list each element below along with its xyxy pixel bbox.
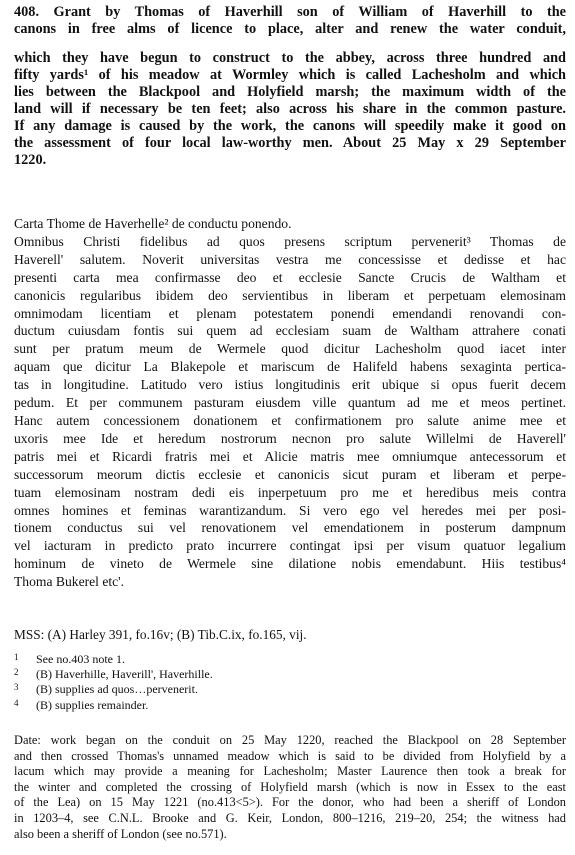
latin-line: patris mei et Ricardi fratris mei et Alicie matris mee omniumque antecessorum et [14, 448, 566, 464]
latin-line: sunt per pratum meum de Wermele quod dicitur Lachesholm quod iacet inter [14, 341, 566, 357]
latin-line: Haverell' salutem. Noverit universitas vestra me concessisse et dedisse et hac [14, 251, 566, 267]
latin-line: Omnibus Christi fidelibus ad quos presens scriptum pervenerit³ Thomas de [14, 233, 566, 249]
latin-text [14, 215, 566, 591]
date-line: the winter and completed the crossing of Holyfield marsh (which is now in Essex to the east [14, 779, 566, 794]
latin-heading: Carta Thome de Haverhelle² de conductu ponendo. [14, 216, 292, 231]
summary-line: which they have begun to construct to the abbey, across three hundred and [14, 50, 566, 66]
summary-line: fifty yards¹ of his meadow at Wormley which is called Lachesholm and which [14, 67, 566, 83]
footnote-text: (B) Haverhille, Haverill', Haverhille. [36, 667, 213, 682]
summary-line: 1220. [14, 152, 47, 168]
footnote-number: 4 [14, 697, 19, 708]
manuscript-sources: MSS: (A) Harley 391, fo.16v; (B) Tib.C.ix, fo.165, vij. [14, 627, 307, 642]
date-line: in 1203–4, see C.N.L. Brooke and G. Keir, London, 800–1216, 219–20, 254; the witness had [14, 810, 566, 825]
latin-line: hominum de vineto de Wermele sine dilatione nobis emendabunt. Hiis testibus⁴ [14, 556, 566, 572]
latin-line: aquam que dicitur La Blakepole et mariscum de Halifeld habens sexaginta pertica- [14, 359, 566, 375]
latin-line: pedum. Et per communem pasturam eiusdem ville quantum ad me et meos pertinet. [14, 395, 566, 411]
footnote-number: 1 [14, 652, 19, 662]
latin-line: tas in longitudine. Latitudo vero istius longitudinis erit ubique si opus fuerit decem [14, 377, 566, 393]
latin-line: omnimodam licentiam et plenam potestatem ponendi emendandi renovandi con- [14, 305, 566, 321]
footnote-text: (B) supplies ad quos…pervenerit. [36, 682, 198, 697]
latin-line: presenti carta mea confirmasse deo et ecclesie Sancte Crucis de Waltham et [14, 269, 566, 285]
footnote [14, 652, 566, 667]
latin-line: tuam elemosinam nostram dedi eis inperpetuum pro me et heredibus meis contra [14, 484, 566, 500]
summary-line: the assessment of four local law-worthy men. About 25 May x 29 September [14, 135, 566, 151]
summary-gap [14, 38, 566, 50]
summary-line: lies between the Blackpool and Holyfield marsh; the maximum width of the [14, 84, 566, 100]
date-line: of the Lea) on 15 May 1221 (no.413<5>). For the donor, who had been a sheriff of London [14, 795, 566, 810]
latin-line: omnes homines et feminas warantizandum. Si vero ego vel heredes mei per posi- [14, 502, 566, 518]
footnote-number: 2 [14, 667, 19, 678]
latin-line: vel iacturam in predicto prato incurrere contingat ipsi per visum quatuor legalium [14, 538, 566, 554]
footnote [14, 698, 566, 713]
date-line: also been a sheriff of London (see no.571). [14, 826, 227, 841]
latin-line: tionem conductus sui vel renovationem vel emendationem in posterum dampnum [14, 520, 566, 536]
latin-line: ductum cuiusdam fontis sui quem ad ecclesiam suam de Waltham attrahere conati [14, 323, 566, 339]
latin-line: canonicis regularibus ibidem deo servientibus in liberam et perpetuam elemosinam [14, 287, 566, 303]
footnotes [14, 652, 566, 713]
date-line: Date: work began on the conduit on 25 May 1220, reached the Blackpool on 28 September [14, 733, 566, 747]
latin-line: uxoris mee Ide et heredum nostrorum necnon pro salute Willelmi de Haverell' [14, 430, 566, 446]
footnote [14, 667, 566, 682]
date-commentary [14, 733, 566, 842]
summary-line: land will if necessary be ten feet; also across his share in the common pasture. [14, 101, 566, 117]
summary-line: canons in free alms of licence to place, alter and renew the water conduit, [14, 21, 566, 37]
footnote-text: (B) supplies remainder. [36, 697, 149, 712]
footnote-number: 3 [14, 682, 19, 693]
date-line: and then crossed Thomas's unnamed meadow which is said to be divided from Holyfield by a [14, 748, 566, 763]
charter-summary [14, 4, 566, 169]
footnote-text: See no.403 note 1. [36, 652, 125, 666]
latin-line: Thoma Bukerel etc'. [14, 574, 125, 590]
latin-line: successorum meorum dictis ecclesie et canonicis sicut puram et liberam et perpe- [14, 466, 566, 482]
summary-line: If any damage is caused by the work, the canons will speedily make it good on [14, 118, 566, 134]
footnote [14, 682, 566, 697]
summary-line: 408. Grant by Thomas of Haverhill son of William of Haverhill to the [14, 4, 566, 20]
latin-line: Hanc autem concessionem donationem et confirmationem pro salute anime mee et [14, 412, 566, 428]
date-line: lacum which may provide a meaning for Lachesholm; Master Laurence then took a break for [14, 764, 566, 779]
